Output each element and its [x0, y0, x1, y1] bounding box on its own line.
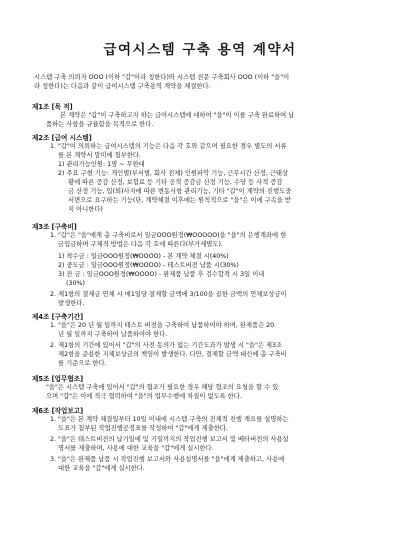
article-2-sub-2-cont-1: 황에 따른 증감 산정, 보험료 등 기타 공적 증감금 산정 기능, 수당 등 사적 증감 — [68, 179, 283, 186]
article-2-heading: 제2조 [급여 시스템] — [32, 134, 92, 142]
article-5-text-2: 으며 "갑"은 이에 적극 협력하여 "을"의 업무수행에 차질이 없도록 한다. — [46, 393, 242, 400]
article-3-sub-3: 3) 잔 금 : 일금OOO원정(₩OOOO) - 완제품 납품 후 검수합격 시 3일 이내 — [58, 271, 265, 278]
article-2-sub-2-cont-4: 지 아니한다) — [68, 206, 103, 213]
article-3-item-1: 1. "갑"은 "을"에게 총 구축비로서 일금OOO원정(₩OOOOO)을 "을"의 은행계좌에 현 — [50, 232, 287, 239]
article-6-item-3-cont: 대한 교육을 "갑"에게 실시한다. — [58, 465, 145, 472]
intro-line-2: 라 칭한다)는 다음과 같이 급여시스템 구축용역 계약을 체결한다. — [34, 83, 211, 90]
article-5-heading: 제5조 [업무협조] — [32, 375, 84, 383]
article-4-item-2-cont-1: 제2항을 준용한 지체보상금의 책임이 발생한다. 다만, 결제할 금액 대신에 총 구축비 — [58, 351, 287, 358]
article-4-item-1: 1. "을"은 20 년 월 일까지 테스트 버전을 구축하여 납품하여야 하며, 완제품은 20 — [50, 322, 275, 329]
article-2-item-1: 1. "갑"이 의뢰하는 급여시스템의 기능은 다음 각 호와 같으며 필요한 경우 별도의 서류 — [50, 143, 287, 150]
article-1-text-1: 본 계약은 "갑"이 구축하고자 하는 급여시스템에 대하여 "을"이 이를 구축 완료하여 납 — [60, 112, 295, 119]
article-1-text-2: 품하는 사항을 규율함을 목적으로 한다. — [46, 121, 154, 128]
article-2-item-1-cont: 를 본 계약서 말미에 첨부한다. — [58, 152, 142, 159]
article-3-sub-3-cont: (30%) — [66, 280, 85, 287]
article-4-item-2: 2. 제1항의 기간에 있어서 "갑"의 사전 동의가 없는 기간도과가 발생 시 "을"은 제3조 — [50, 342, 283, 349]
article-3-sub-2: 2) 중도금 : 일금OOO원정(₩OOOO) - 테스트버전 납품 시(30%) — [58, 262, 239, 269]
article-4-heading: 제4조 [구축기간] — [32, 313, 84, 321]
article-1-heading: 제1조 [목 적] — [32, 103, 73, 111]
article-3-item-2: 2. 제1항의 결제금 연체 시 매1일당 결제할 금액에 3/100을 곱한 금액의 연체보상금이 — [50, 291, 287, 298]
article-3-sub-1: 1) 착수금 : 일금OOO원정(₩OOOO) - 본 계약 체결 시(40%) — [58, 253, 229, 260]
article-2-sub-2-cont-3: 서면으로 요구하는 기능(단, 계약체결 이후에는 원칙적으로 "을"은 이에 구속을 받 — [68, 197, 291, 204]
article-3-heading: 제3조 [구축비] — [32, 223, 77, 231]
intro-line-1: 시스템 구축 의뢰자 OOO (이하 "갑"이라 칭한다)와 시스템 전문 구축회사 OOO (이하 "을"이 — [34, 74, 290, 81]
article-4-item-1-cont: 년 월 일까지 구축하여 납품하여야 한다. — [58, 331, 168, 338]
article-2-sub-2: 2) 주요 구현 기능: 개인별(부서별, 회사 전체) 인원파악 기능, 근무시간 산정, 근태상 — [58, 170, 289, 177]
article-6-item-2-cont: 명서를 제출하며, 사용에 대한 교육을 "갑"에게 실시한다. — [58, 445, 214, 452]
article-3-item-1-cont: 금입금하며 구체적 방법은 다음 각 호에 따른다(부가세별도). — [58, 241, 223, 248]
document-title: 급여시스템 구축 용역 계약서 — [103, 42, 297, 58]
article-6-item-2: 2. "을"은 테스트버전의 납기일에 및 기일까지의 작업진행 보고서 및 베타버전의 사용설 — [50, 436, 289, 443]
article-6-item-3: 3. "을"은 완제품 납품 시 작업진행 보고서와 사용설명서를 "을"에게 제출하고, 사용에 — [50, 456, 285, 463]
article-4-item-2-cont-2: 를 기준으로 한다. — [58, 360, 107, 367]
article-6-item-1-cont: 도표가 첨부된 작업진행공정표를 작성하여 "갑"에게 제출한다. — [58, 425, 228, 432]
article-3-item-2-cont: 발생한다. — [58, 300, 85, 307]
article-6-item-1: 1. "을"은 본 계약 체결일부터 10일 이내에 시스템 구축의 전체적 진행 계요를 설명하는 — [50, 416, 289, 423]
article-5-text-1: "을"은 시스템 구축에 있어서 "갑"의 협조가 필요한 경우 해당 협조의 요청을 할 수 있 — [46, 384, 279, 391]
article-2-sub-1: 1) 관리가능인원: 1명 ~ 무한대 — [58, 161, 145, 168]
article-6-heading: 제6조 [작업보고] — [32, 407, 84, 415]
article-2-sub-2-cont-2: 금 산정 기능, 입(퇴)사자에 따른 변동사항 관리기능, 기타 "갑"이 계약의 진행도중 — [68, 188, 292, 195]
